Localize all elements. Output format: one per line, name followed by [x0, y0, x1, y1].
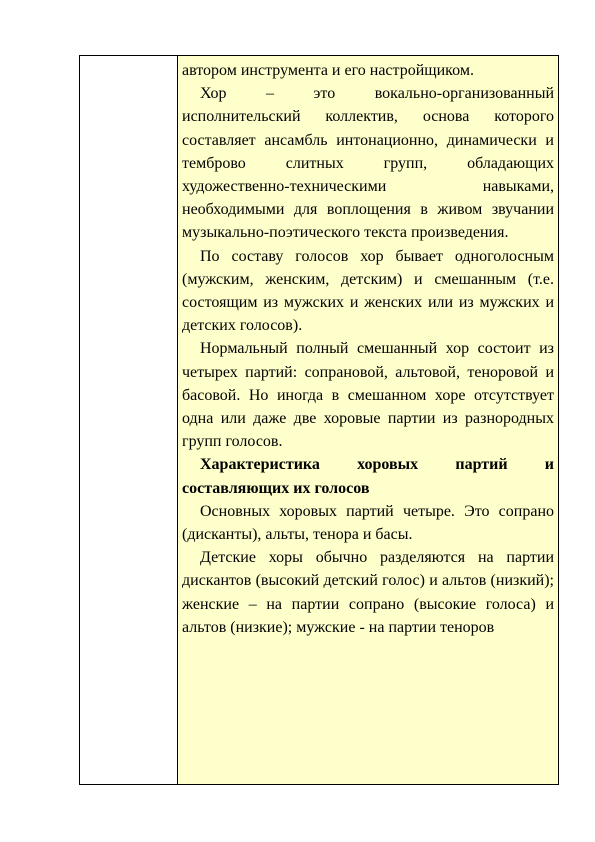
paragraph-continuation: автором инструмента и его настройщиком. — [182, 62, 474, 79]
table-left-cell — [80, 56, 178, 784]
paragraph-choir-definition: Хор – это вокально-организованный исполнительский коллектив, основа которого составляет ансамбль интонационно, динамически и темброво слитных групп, обладающих художественно-техническими навыками, необходимыми для воплощения в живом звучании музыкально-поэтического текста произведения. — [182, 85, 554, 242]
paragraph-voice-composition: По составу голосов хор бывает одноголосным (мужским, женским, детским) и смешанным (т.е. состоящим из мужских и женских или из мужских и детских голосов). — [182, 247, 554, 335]
paragraph-children-choirs: Детские хоры обычно разделяются на партии дискантов (высокий детский голос) и альтов (низкий); женские – на партии сопрано (высокие голоса) и альтов (низкие); мужские - на партии теноров — [182, 549, 554, 636]
section-heading: Характеристика хоровых партий и составляющих их голосов — [182, 456, 554, 497]
paragraph-mixed-choir: Нормальный полный смешанный хор состоит из четырех партий: сопрановой, альтовой, теноровой и басовой. Но иногда в смешанном хоре отсутствует одна или даже две хоровые партии из разнородных групп голосов. — [182, 340, 554, 451]
table-text-cell — [178, 56, 558, 784]
content-table — [79, 55, 559, 785]
paragraph-main-parts: Основных хоровых партий четыре. Это сопрано (дисканты), альты, тенора и басы. — [182, 502, 554, 544]
